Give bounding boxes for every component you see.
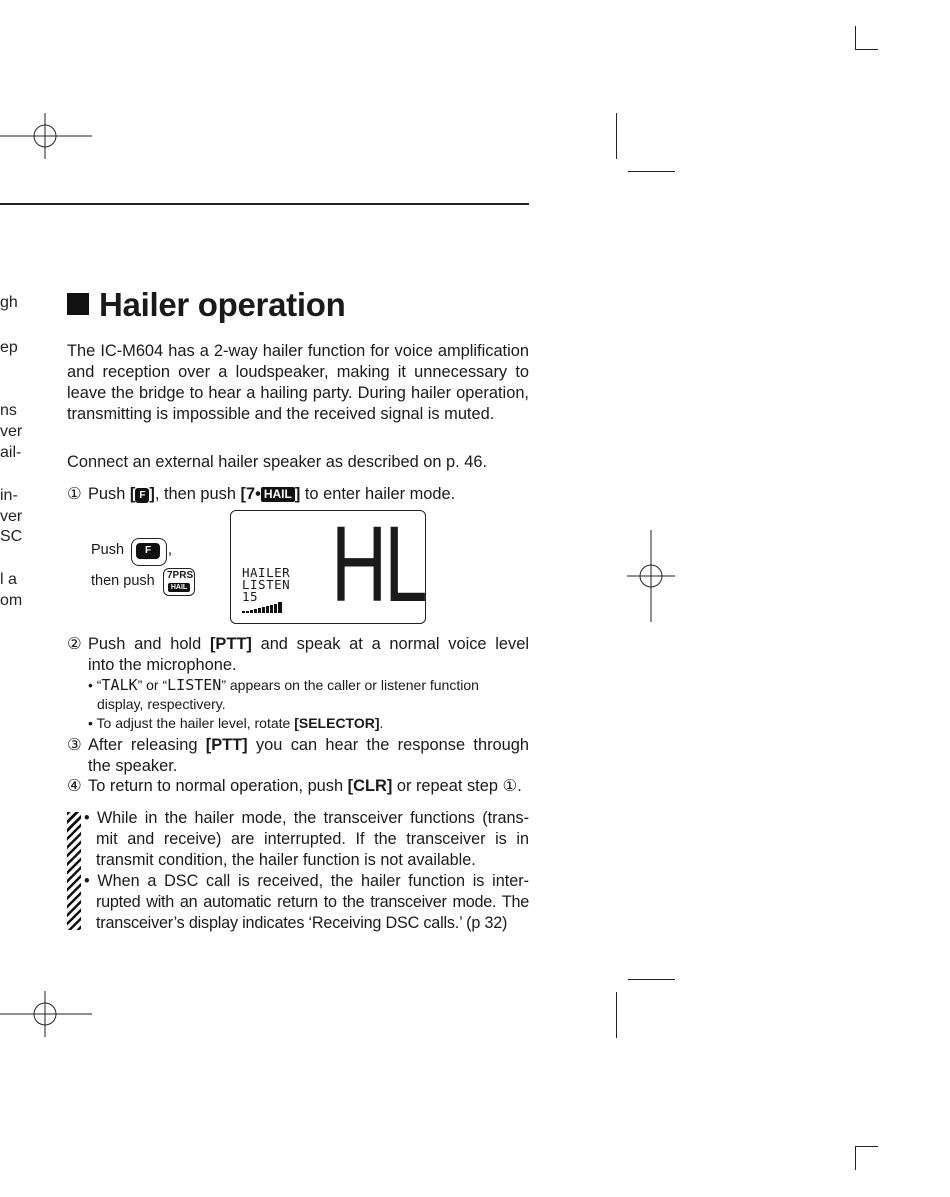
- header-rule: [0, 203, 529, 205]
- crop-mark: [855, 1146, 878, 1147]
- registration-mark-icon: [627, 530, 677, 622]
- crop-mark: [855, 49, 878, 50]
- registration-mark-icon: [0, 113, 95, 161]
- lcd-text-listen: LISTEN: [167, 676, 222, 694]
- lcd-big-hl: HL: [331, 503, 425, 624]
- step-3: ③ After releasing [PTT] you can hear the response through the speaker.: [67, 736, 529, 775]
- step-number: ④: [67, 777, 82, 795]
- hail-key-icon: HAIL: [261, 487, 295, 502]
- lcd-line-hailer: HAILER: [242, 565, 291, 580]
- edge-fragment: ns: [0, 402, 17, 419]
- crop-mark: [628, 171, 675, 172]
- edge-fragment: gh: [0, 294, 18, 311]
- crop-mark: [616, 113, 617, 159]
- step-1: ① Push [ F ], then push [7• HAIL ] to enter hailer mode.: [67, 485, 456, 503]
- lcd-line-level: 15: [242, 589, 259, 604]
- lcd-display: [230, 503, 426, 624]
- lcd-text-talk: TALK: [101, 676, 138, 694]
- edge-fragment: l a: [0, 571, 17, 588]
- hail-button-icon: 7PRS HAIL: [163, 568, 195, 596]
- f-button-icon: F: [131, 538, 167, 566]
- caution-hatch-icon: [67, 812, 81, 930]
- crop-mark: [628, 979, 675, 980]
- section-title-text: Hailer operation: [99, 286, 346, 323]
- crop-mark: [855, 1146, 856, 1170]
- push-comma: ,: [168, 542, 173, 558]
- crop-mark: [616, 992, 617, 1038]
- f-key-icon: F: [135, 488, 149, 503]
- connect-paragraph: Connect an external hailer speaker as described on p. 46.: [67, 453, 488, 471]
- step-number: ①: [67, 485, 82, 503]
- step-2-note: • “TALK” or “LISTEN” appears on the caller or listener function display, respectivery. • To adjust the hailer level, rotate [SELECTOR].: [88, 676, 479, 731]
- signal-bars-icon: [242, 601, 284, 613]
- push-label: Push: [91, 542, 125, 558]
- step-number: ③: [67, 736, 82, 754]
- edge-fragment: ep: [0, 339, 18, 356]
- caution-notes: • While in the hailer mode, the transceiver functions (trans- mit and receive) are interrupted. If the transceiver is in transmit condition, the hailer function is not available. • When a DSC call is received, the hailer function is inter- rupted with an automatic return to the transceiver mode. The transceiver’s display indicates ‘Receiving DSC calls.’ (p 32): [84, 809, 529, 932]
- lcd-line-listen: LISTEN: [242, 577, 291, 592]
- edge-fragment: om: [0, 592, 23, 609]
- edge-fragment: ver: [0, 423, 23, 440]
- step-2: ② Push and hold [PTT] and speak at a normal voice level into the microphone.: [67, 635, 530, 674]
- edge-fragment: ver: [0, 508, 23, 525]
- step-number: ②: [67, 635, 82, 653]
- step-4: ④ To return to normal operation, push [CLR] or repeat step ①.: [67, 777, 522, 795]
- edge-fragment: SC: [0, 528, 23, 545]
- intro-paragraph: The IC-M604 has a 2-way hailer function for voice amplification and reception over a loudspeaker, making it unnecessary to leave the bridge to hear a hailing party. During hailer operation, transmitting is impossible and the received signal is muted.: [67, 342, 529, 423]
- edge-fragment: ail-: [0, 444, 22, 461]
- registration-mark-icon: [0, 991, 95, 1039]
- edge-fragment: in-: [0, 487, 18, 504]
- square-bullet-icon: [67, 293, 89, 315]
- section-title: [67, 286, 345, 324]
- crop-mark: [855, 26, 856, 50]
- then-push-label: then push: [91, 573, 155, 589]
